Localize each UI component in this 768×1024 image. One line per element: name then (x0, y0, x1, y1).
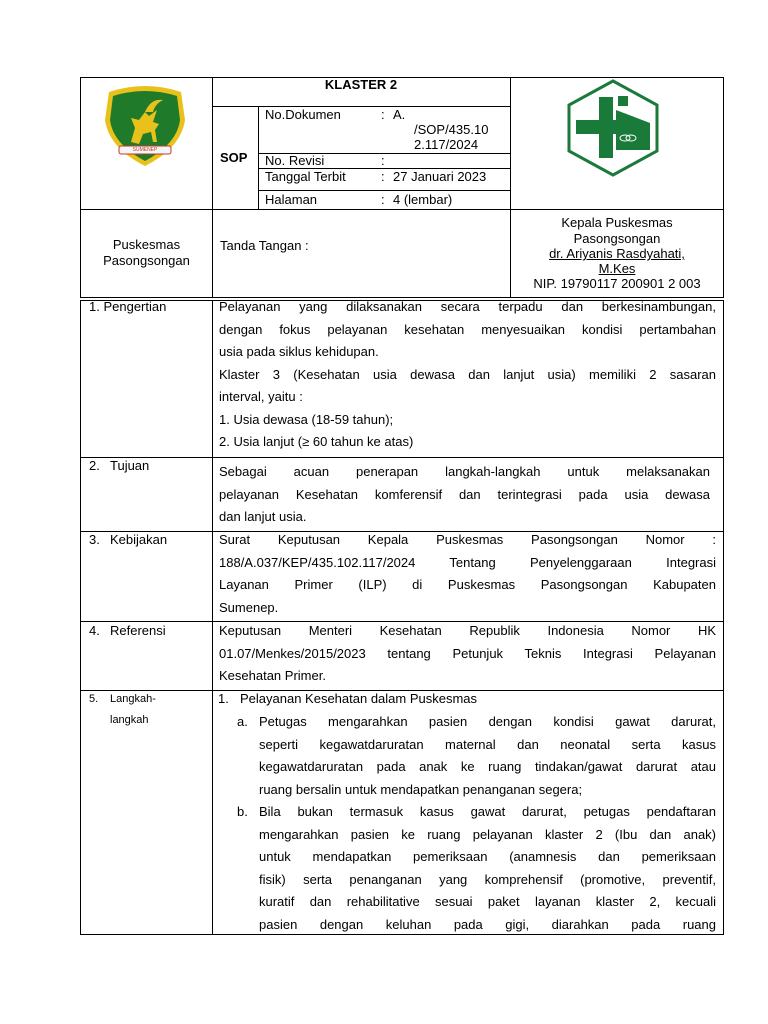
item-a-line-2: seperti kegawatdaruratan maternal dan neonatal serta kasus (259, 737, 716, 752)
sop-divider (258, 106, 259, 209)
langkah-number: 5. (89, 693, 99, 705)
kebijakan-line-1: Surat Keputusan Kepala Puskesmas Pasongsongan Nomor : (219, 532, 716, 547)
pengertian-line-3: usia pada siklus kehidupan. (219, 344, 379, 359)
pengertian-line-4: Klaster 3 (Kesehatan usia dewasa dan lanjut usia) memiliki 2 sasaran (219, 367, 716, 382)
no-dokumen-value-3: 2.117/2024 (414, 137, 479, 152)
tujuan-line-2: pelayanan Kesehatan komferensif dan terintegrasi pada usia dewasa (219, 487, 710, 502)
pengertian-line-5: interval, yaitu : (219, 389, 303, 404)
signature-label: Tanda Tangan : (220, 238, 309, 253)
kebijakan-label: Kebijakan (110, 532, 168, 547)
header-divider-logo-left (212, 77, 213, 298)
no-dokumen-colon: : (381, 107, 385, 122)
tujuan-line-3: dan lanjut usia. (219, 509, 307, 524)
item-b-line-2: mengarahkan pasien ke ruang pelayanan klaster 2 (Ibu dan anak) (259, 827, 716, 842)
head-nip: NIP. 19790117 200901 2 003 (533, 276, 701, 291)
pengertian-line-6: 1. Usia dewasa (18-59 tahun); (219, 412, 394, 427)
klaster-title: KLASTER 2 (324, 77, 398, 92)
org-name-line-2: Pasongsongan (103, 253, 190, 268)
langkah-label-line-1: Langkah- (110, 693, 156, 705)
item-b-line-5: kuratif dan rehabilitative sesuai paket layanan klaster 2, kecuali (259, 894, 716, 909)
no-dokumen-value-2: /SOP/435.10 (414, 122, 489, 137)
referensi-line-3: Kesehatan Primer. (219, 668, 326, 683)
item-a-marker: a. (237, 714, 248, 729)
body-border-right (723, 300, 724, 935)
no-dokumen-value-1: A. (393, 107, 406, 122)
pengertian-label: 1. Pengertian (89, 299, 167, 314)
item-a-line-3: kegawatdaruratan pada anak ke ruang tindakan/gawat darurat atau (259, 759, 716, 774)
halaman-label: Halaman (265, 192, 318, 207)
tujuan-label: Tujuan (110, 458, 150, 473)
no-dokumen-label: No.Dokumen (265, 107, 341, 122)
halaman-value: 4 (lembar) (393, 192, 453, 207)
header-border-right (723, 77, 724, 298)
head-title-line-1: Kepala Puskesmas (561, 215, 673, 230)
body-col-divider (212, 300, 213, 935)
item-b-line-4: fisik) serta penanganan yang komprehensif (promotive, preventif, (259, 872, 716, 887)
pengertian-line-2: dengan fokus pelayanan kesehatan menyesuaikan kondisi pertambahan (219, 322, 716, 337)
head-name-line-2: M.Kes (598, 261, 636, 276)
org-name-line-1: Puskesmas (112, 237, 181, 252)
langkah-label-line-2: langkah (110, 714, 149, 726)
kebijakan-line-4: Sumenep. (219, 600, 279, 615)
puskesmas-seal (101, 82, 189, 170)
pengertian-line-7: 2. Usia lanjut (≥ 60 tahun ke atas) (219, 434, 414, 449)
no-revisi-colon: : (381, 153, 385, 168)
item-a-line-1: Petugas mengarahkan pasien dengan kondisi gawat darurat, (259, 714, 716, 729)
item-b-line-6: pasien dengan keluhan pada gigi, diarahkan pada ruang (259, 917, 716, 932)
tanggal-terbit-value: 27 Januari 2023 (393, 169, 487, 184)
langkah-heading: Pelayanan Kesehatan dalam Puskesmas (240, 691, 478, 706)
langkah-heading-number: 1. (218, 691, 229, 706)
shield-horse-icon (101, 82, 189, 170)
referensi-label: Referensi (110, 623, 166, 638)
item-a-line-4: ruang bersalin untuk mendapatkan penanganan segera; (259, 782, 583, 797)
tanggal-terbit-colon: : (381, 169, 385, 184)
kebijakan-line-2: 188/A.037/KEP/435.102.117/2024 Tentang Penyelenggaraan Integrasi (219, 555, 716, 570)
item-b-marker: b. (237, 804, 248, 819)
item-b-line-1: Bila bukan termasuk kasus gawat darurat, petugas pendaftaran (259, 804, 716, 819)
body-border-bottom (80, 934, 724, 935)
sop-label: SOP (220, 150, 248, 165)
kebijakan-line-3: Layanan Primer (ILP) di Puskesmas Pasongsongan Kabupaten (219, 577, 716, 592)
body-border-left (80, 300, 81, 935)
no-revisi-label: No. Revisi (265, 153, 325, 168)
tanggal-terbit-label: Tanggal Terbit (265, 169, 346, 184)
head-name-line-1: dr. Ariyanis Rasdyahati, (549, 246, 685, 261)
seal-banner-text: SUMENEP (132, 147, 158, 153)
tujuan-line-1: Sebagai acuan penerapan langkah-langkah untuk melaksanakan (219, 464, 710, 479)
head-title-line-2: Pasongsongan (573, 231, 661, 246)
pengertian-line-1: Pelayanan yang dilaksanakan secara terpadu dan berkesinambungan, (219, 299, 716, 314)
referensi-number: 4. (89, 623, 100, 638)
health-cross-icon (564, 78, 662, 178)
kemenkes-logo (564, 78, 662, 178)
body-row-line-tujuan (80, 457, 724, 458)
tujuan-number: 2. (89, 458, 100, 473)
klaster-bottom-line (212, 106, 510, 107)
kebijakan-number: 3. (89, 532, 100, 547)
halaman-colon: : (381, 192, 385, 207)
referensi-line-2: 01.07/Menkes/2015/2023 tentang Petunjuk Teknis Integrasi Pelayanan (219, 646, 716, 661)
item-b-line-3: untuk mendapatkan pemeriksaan (anamnesis dan pemeriksaan (259, 849, 716, 864)
referensi-line-1: Keputusan Menteri Kesehatan Republik Indonesia Nomor HK (219, 623, 716, 638)
